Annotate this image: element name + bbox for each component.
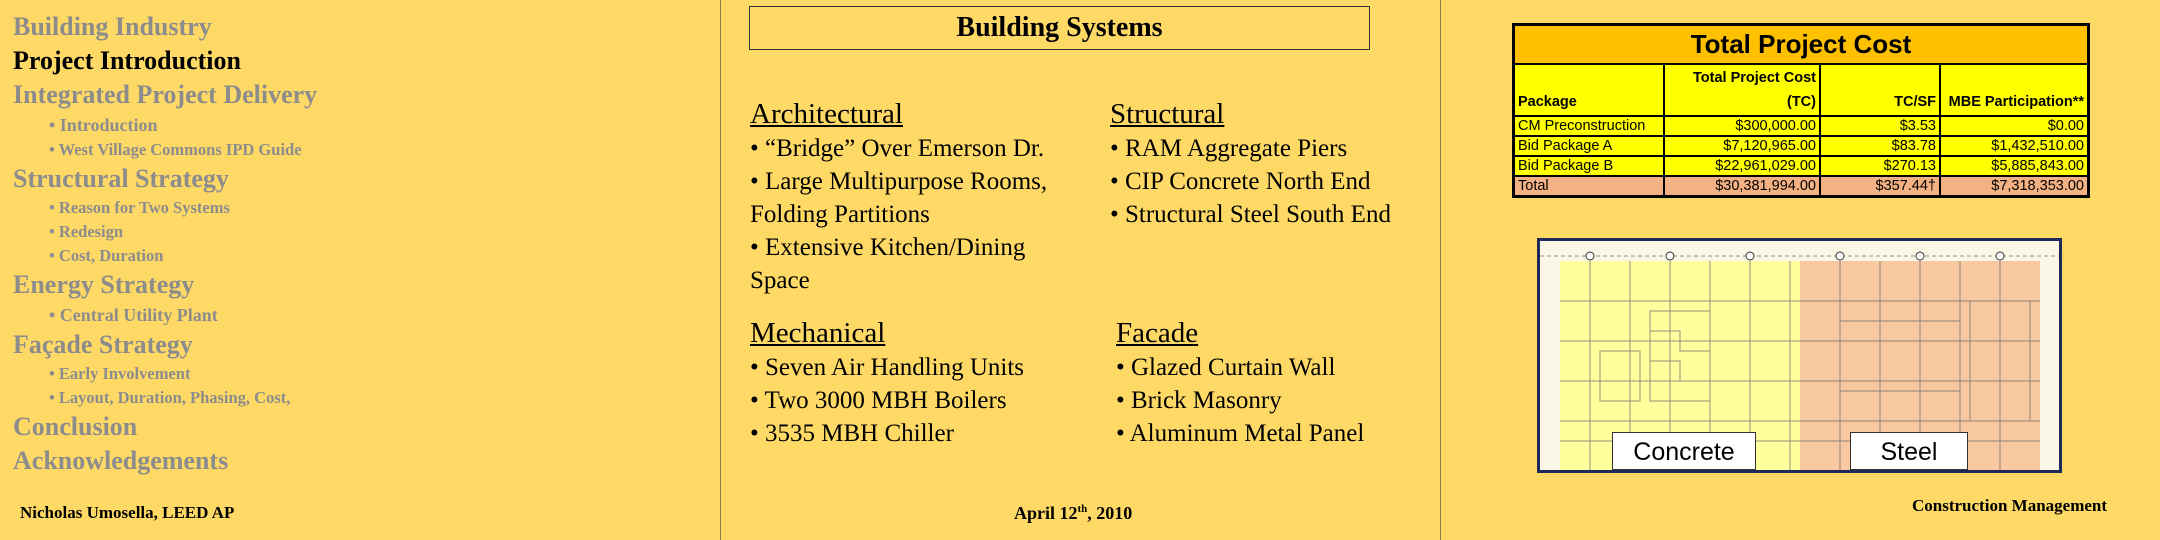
table-row	[1514, 156, 2089, 176]
table-title: Total Project Cost	[1514, 25, 2089, 65]
outline-subitem: • West Village Commons IPD Guide	[49, 140, 302, 159]
total-project-cost-table	[1512, 23, 2090, 198]
structural-heading: Structural	[1110, 98, 1225, 130]
table-cell: $30,381,994.00	[1664, 176, 1820, 197]
architectural-heading: Architectural	[750, 98, 903, 130]
architectural-item: • Extensive Kitchen/Dining Space	[750, 234, 1026, 294]
outline-subitem: • Layout, Duration, Phasing, Cost,	[49, 388, 291, 407]
total-row	[1514, 176, 2089, 197]
table-cell: $1,432,510.00	[1940, 136, 2089, 156]
column-header: TC/SF	[1820, 64, 1940, 116]
facade-item: • Glazed Curtain Wall	[1116, 354, 1336, 381]
cost-panel	[1441, 0, 2160, 540]
presentation-date	[1014, 503, 1132, 524]
table-row	[1514, 136, 2089, 156]
outline-section: Building Industry	[13, 12, 212, 41]
outline-section: Integrated Project Delivery	[13, 80, 318, 109]
structural-item: • Structural Steel South End	[1110, 201, 1391, 228]
table-cell: Bid Package A	[1514, 136, 1665, 156]
structural-item: • CIP Concrete North End	[1110, 168, 1371, 195]
table-cell: Bid Package B	[1514, 156, 1665, 176]
construction-management-label: Construction Management	[1912, 496, 2108, 515]
outline-subitem: • Introduction	[49, 115, 158, 135]
mechanical-item: • Seven Air Handling Units	[750, 354, 1025, 381]
date-year: , 2010	[1087, 503, 1133, 523]
outline-subitem: • Early Involvement	[49, 364, 191, 383]
structural-item: • RAM Aggregate Piers	[1110, 135, 1348, 162]
mechanical-item: • Two 3000 MBH Boilers	[750, 387, 1007, 414]
table-cell: $3.53	[1820, 116, 1940, 136]
presenter-name: Nicholas Umosella, LEED AP	[20, 503, 235, 522]
date-day: April 12	[1014, 503, 1078, 523]
outline-section: Energy Strategy	[13, 270, 195, 299]
table-cell: $357.44†	[1820, 176, 1940, 197]
table-cell: $270.13	[1820, 156, 1940, 176]
facade-heading: Facade	[1116, 317, 1199, 349]
table-row	[1514, 116, 2089, 136]
outline-subitem: • Reason for Two Systems	[49, 198, 230, 217]
table-cell: $7,318,353.00	[1940, 176, 2089, 197]
table-cell: Total	[1514, 176, 1665, 197]
outline-section: Acknowledgements	[13, 446, 229, 475]
outline-section: Project Introduction	[13, 46, 241, 75]
structural-column	[1110, 96, 1430, 231]
outline-section: Structural Strategy	[13, 164, 229, 193]
table-cell: CM Preconstruction	[1514, 116, 1665, 136]
outline-section: Façade Strategy	[13, 330, 193, 359]
outline-subitem: • Central Utility Plant	[49, 305, 218, 325]
mechanical-item: • 3535 MBH Chiller	[750, 420, 954, 447]
mechanical-column	[750, 315, 1090, 450]
facade-column	[1116, 315, 1436, 450]
floor-plan-image	[1537, 238, 2062, 473]
table-cell: $7,120,965.00	[1664, 136, 1820, 156]
slide-title: Building Systems	[749, 6, 1370, 50]
table-cell: $0.00	[1940, 116, 2089, 136]
table-cell: $5,885,843.00	[1940, 156, 2089, 176]
architectural-item: • Large Multipurpose Rooms, Folding Partitions	[750, 168, 1048, 228]
outline-section: Conclusion	[13, 412, 138, 441]
table-cell: $83.78	[1820, 136, 1940, 156]
date-suffix: th	[1077, 503, 1088, 515]
outline-panel	[0, 0, 721, 540]
column-header: MBE Participation**	[1940, 64, 2089, 116]
presentation-outline	[13, 10, 317, 478]
architectural-column	[750, 96, 1090, 297]
facade-item: • Aluminum Metal Panel	[1116, 420, 1365, 447]
building-systems-panel	[721, 0, 1441, 540]
column-header: Total Project Cost (TC)	[1664, 64, 1820, 116]
steel-label: Steel	[1850, 432, 1968, 470]
table-cell: $22,961,029.00	[1664, 156, 1820, 176]
facade-item: • Brick Masonry	[1116, 387, 1282, 414]
mechanical-heading: Mechanical	[750, 317, 886, 349]
outline-subitem: • Cost, Duration	[49, 246, 164, 265]
column-header: Package	[1514, 64, 1665, 116]
outline-subitem: • Redesign	[49, 222, 124, 241]
table-cell: $300,000.00	[1664, 116, 1820, 136]
concrete-label: Concrete	[1612, 432, 1756, 470]
architectural-item: • “Bridge” Over Emerson Dr.	[750, 135, 1045, 162]
